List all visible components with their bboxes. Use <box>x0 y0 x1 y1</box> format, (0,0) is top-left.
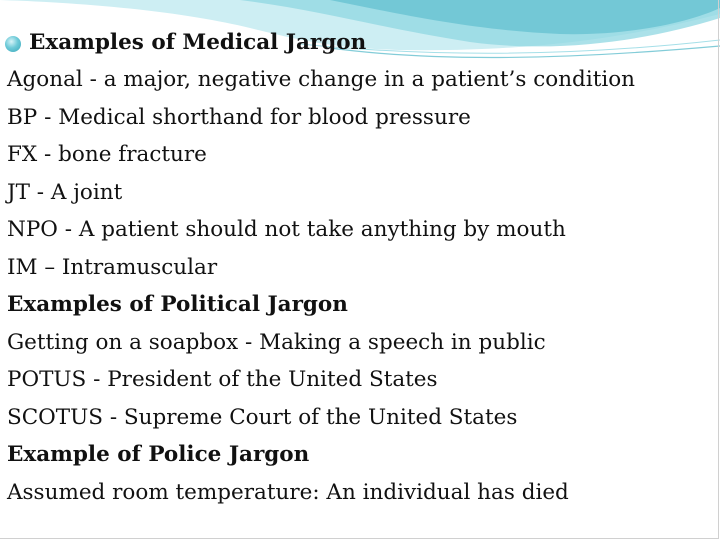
jargon-line: FX - bone fracture <box>7 142 207 167</box>
jargon-line: Assumed room temperature: An individual has died <box>7 479 569 505</box>
jargon-line: Agonal - a major, negative change in a patient’s condition <box>7 67 636 92</box>
section-heading: Examples of Political Jargon <box>7 292 348 317</box>
jargon-line: BP - Medical shorthand for blood pressure <box>7 104 471 130</box>
jargon-line: IM – Intramuscular <box>7 254 218 280</box>
jargon-line: SCOTUS - Supreme Court of the United States <box>7 404 518 430</box>
round-bullet-icon <box>5 36 21 52</box>
jargon-line: JT - A joint <box>7 179 123 205</box>
jargon-line: NPO - A patient should not take anything by mouth <box>7 217 566 242</box>
section-heading: Example of Police Jargon <box>7 442 310 467</box>
jargon-line: Getting on a soapbox - Making a speech in public <box>7 329 546 355</box>
heading-medical-jargon: Examples of Medical Jargon <box>29 30 367 55</box>
jargon-line: POTUS - President of the United States <box>7 367 438 392</box>
